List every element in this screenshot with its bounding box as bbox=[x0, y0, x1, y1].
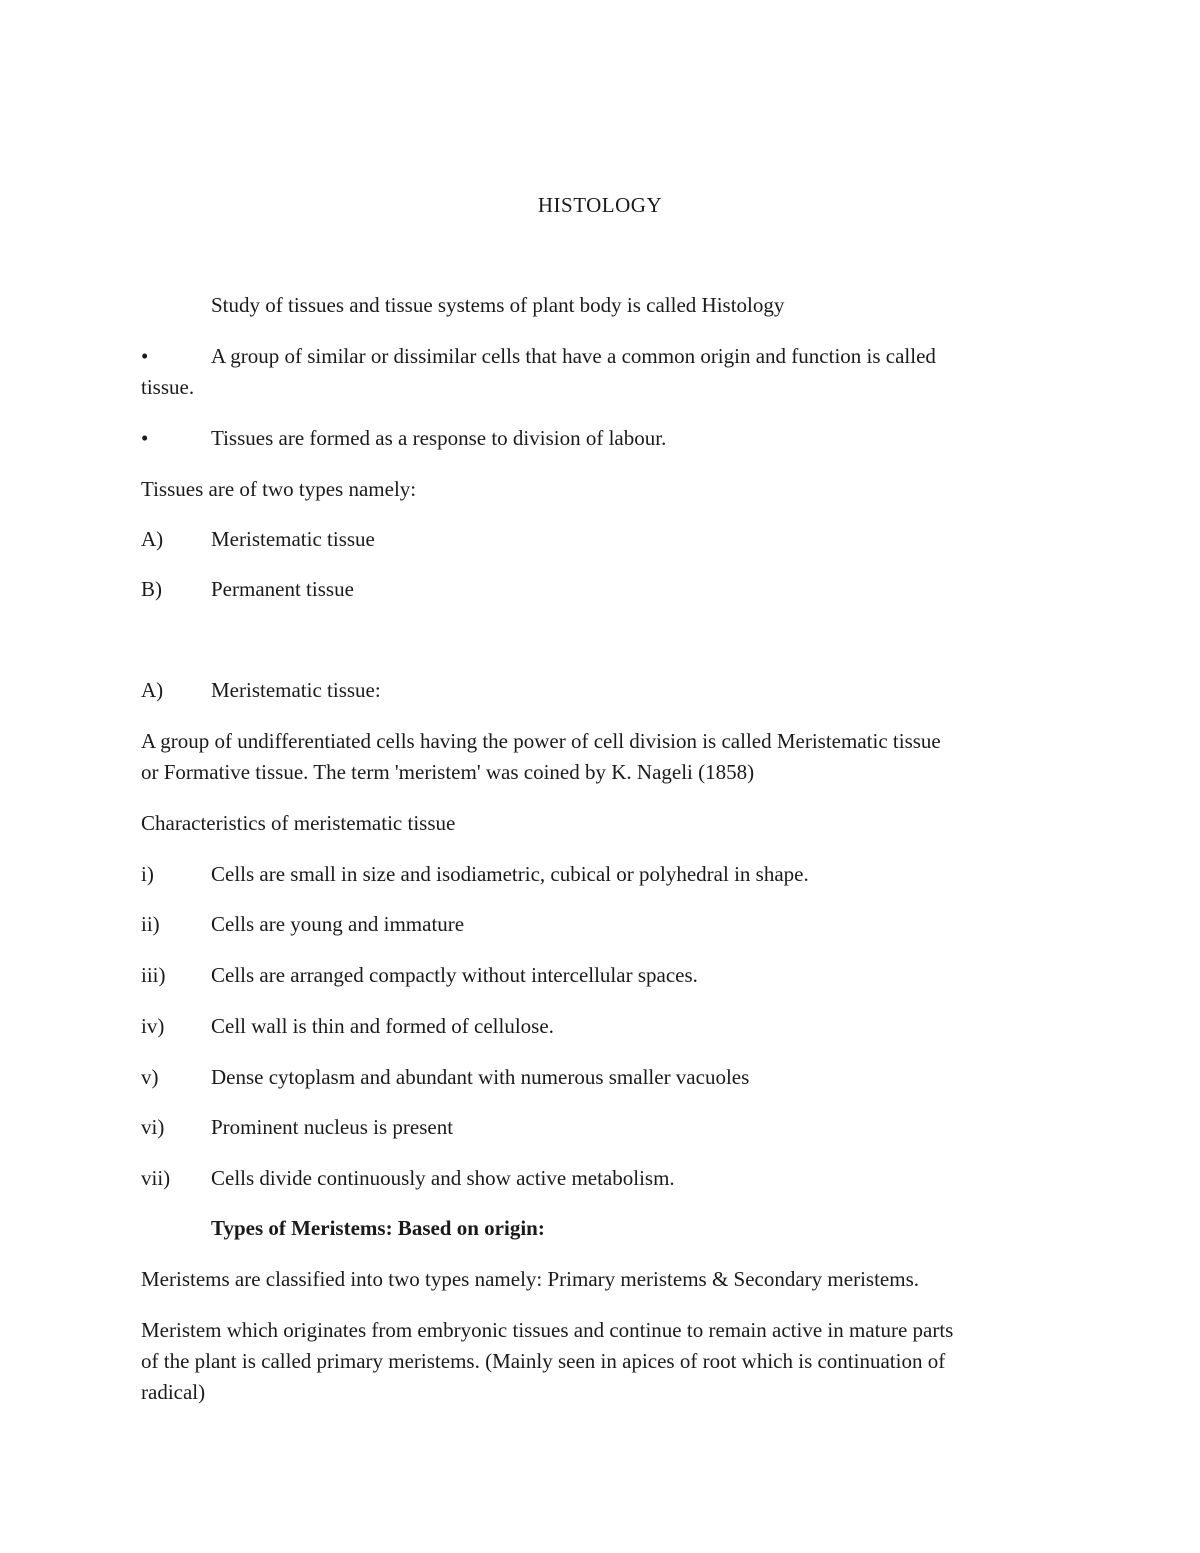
primary-meristem-paragraph-continuation: of the plant is called primary meristems. (Mainly seen in apices of root which is continuation of bbox=[141, 1349, 946, 1373]
primary-meristem-paragraph: Meristem which originates from embryonic tissues and continue to remain active in mature parts bbox=[141, 1318, 954, 1342]
type-item: Meristematic tissue bbox=[211, 527, 375, 551]
type-marker: A) bbox=[141, 527, 164, 551]
bullet-text-continuation: tissue. bbox=[141, 375, 195, 399]
types-heading: Tissues are of two types namely: bbox=[141, 477, 417, 501]
primary-meristem-paragraph-continuation: radical) bbox=[141, 1380, 206, 1404]
characteristic-item: Dense cytoplasm and abundant with numerous smaller vacuoles bbox=[211, 1065, 750, 1089]
characteristic-item: Cells are small in size and isodiametric, cubical or polyhedral in shape. bbox=[211, 862, 809, 886]
characteristic-marker: ii) bbox=[141, 912, 160, 936]
characteristics-heading: Characteristics of meristematic tissue bbox=[141, 811, 456, 835]
characteristic-item: Cells are young and immature bbox=[211, 912, 465, 936]
meristem-types-heading: Types of Meristems: Based on origin: bbox=[211, 1216, 545, 1240]
section-marker: A) bbox=[141, 678, 164, 702]
bullet-text: Tissues are formed as a response to division of labour. bbox=[211, 426, 667, 450]
bullet-marker: • bbox=[141, 344, 149, 368]
bullet-marker: • bbox=[141, 426, 149, 450]
characteristic-marker: vi) bbox=[141, 1115, 165, 1139]
characteristic-marker: i) bbox=[141, 862, 154, 886]
page-title: HISTOLOGY bbox=[537, 193, 663, 217]
characteristic-item: Prominent nucleus is present bbox=[211, 1115, 454, 1139]
intro-paragraph: Study of tissues and tissue systems of plant body is called Histology bbox=[211, 293, 785, 317]
characteristic-marker: iii) bbox=[141, 963, 166, 987]
characteristic-item: Cell wall is thin and formed of cellulose. bbox=[211, 1014, 554, 1038]
meristem-types-paragraph: Meristems are classified into two types namely: Primary meristems & Secondary meristems. bbox=[141, 1267, 919, 1291]
type-item: Permanent tissue bbox=[211, 577, 354, 601]
characteristic-item: Cells divide continuously and show active metabolism. bbox=[211, 1166, 675, 1190]
section-heading: Meristematic tissue: bbox=[211, 678, 381, 702]
definition-paragraph: A group of undifferentiated cells having the power of cell division is called Meristematic tissue bbox=[141, 729, 941, 753]
characteristic-marker: vii) bbox=[141, 1166, 171, 1190]
definition-paragraph-continuation: or Formative tissue. The term 'meristem' was coined by K. Nageli (1858) bbox=[141, 760, 755, 784]
characteristic-item: Cells are arranged compactly without intercellular spaces. bbox=[211, 963, 698, 987]
bullet-text: A group of similar or dissimilar cells that have a common origin and function is called bbox=[211, 344, 936, 368]
type-marker: B) bbox=[141, 577, 162, 601]
characteristic-marker: v) bbox=[141, 1065, 159, 1089]
characteristic-marker: iv) bbox=[141, 1014, 165, 1038]
